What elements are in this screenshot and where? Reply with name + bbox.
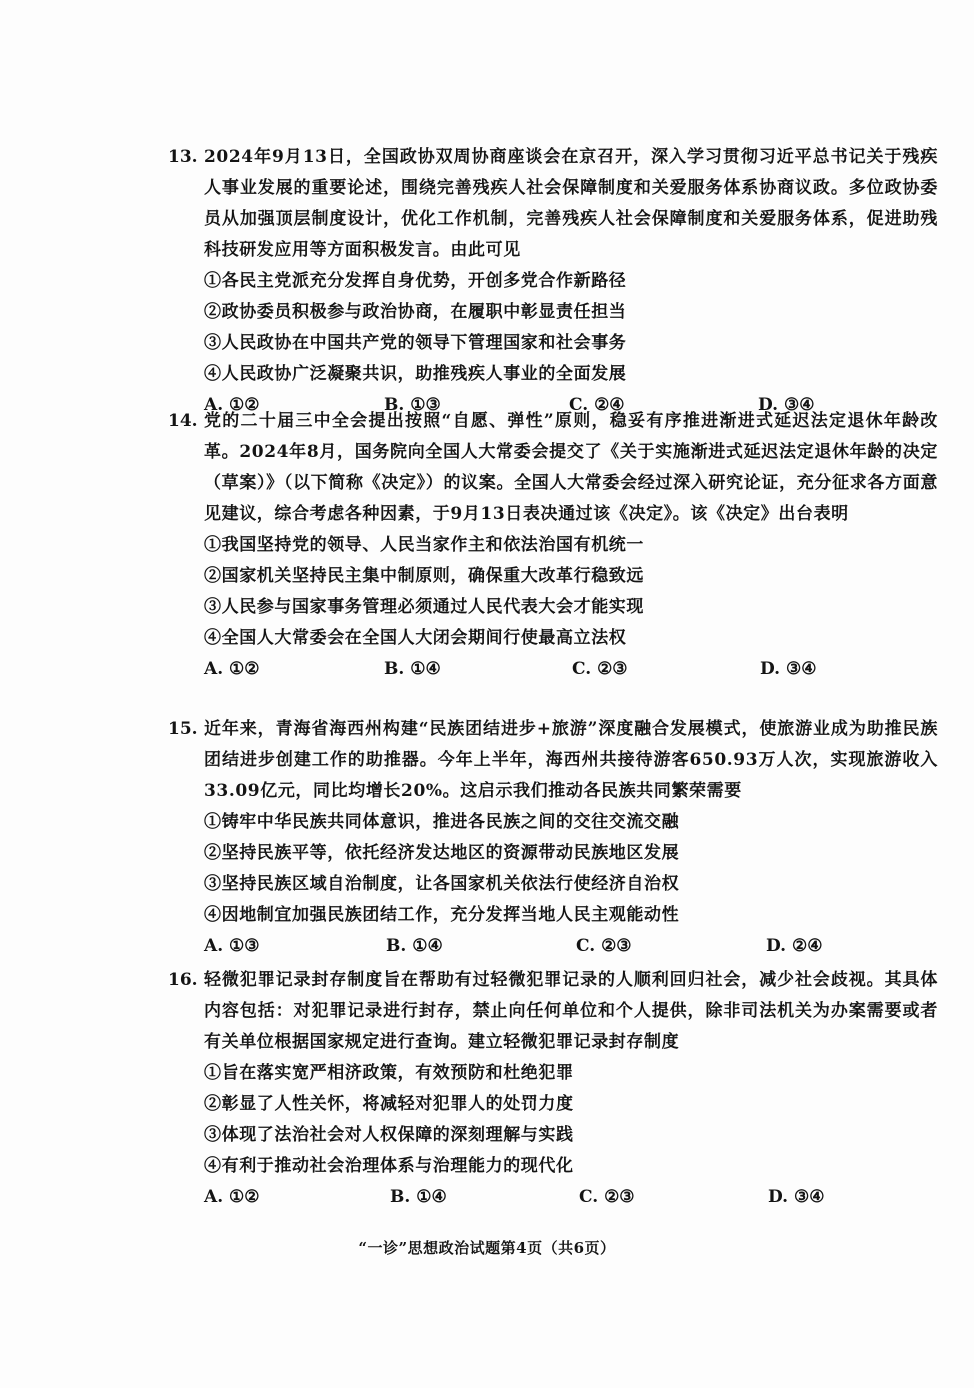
- choice-b[interactable]: B. ①④: [390, 1187, 447, 1207]
- statement-2: ②政协委员积极参与政治协商，在履职中彰显责任担当: [204, 302, 627, 322]
- question-16: [168, 965, 938, 1213]
- choice-d[interactable]: D. ③④: [760, 659, 817, 679]
- answer-choices: [204, 1182, 938, 1213]
- statement-3: ③体现了法治社会对人权保障的深刻理解与实践: [204, 1125, 574, 1145]
- choice-a[interactable]: A. ①②: [204, 1187, 260, 1207]
- answer-choices: [204, 654, 938, 685]
- choice-b[interactable]: B. ①③: [384, 395, 441, 415]
- statement-2: ②国家机关坚持民主集中制原则，确保重大改革行稳致远: [204, 566, 644, 586]
- statement-4: ④全国人大常委会在全国人大闭会期间行使最高立法权: [204, 628, 627, 648]
- statement-3: ③人民政协在中国共产党的领导下管理国家和社会事务: [204, 333, 627, 353]
- statement-1: ①铸牢中华民族共同体意识，推进各民族之间的交往交流交融: [204, 812, 680, 832]
- question-number: 15.: [168, 719, 198, 739]
- statement-1: ①旨在落实宽严相济政策，有效预防和杜绝犯罪: [204, 1063, 574, 1083]
- page-footer: “一诊”思想政治试题第4页（共6页）: [358, 1239, 616, 1257]
- question-stem: 2024年9月13日，全国政协双周协商座谈会在京召开，深入学习贯彻习近平总书记关于残疾人事业发展的重要论述，围绕完善残疾人社会保障制度和关爱服务体系协商议政。多位政协委员从加强顶层制度设计，优化工作机制，完善残疾人社会保障制度和关爱服务体系，促进助残科技研发应用等方面积极发言。由此可见: [204, 147, 938, 260]
- statement-4: ④人民政协广泛凝聚共识，助推残疾人事业的全面发展: [204, 364, 627, 384]
- choice-a[interactable]: A. ①③: [204, 936, 260, 956]
- question-stem: 近年来，青海省海西州构建“民族团结进步+旅游”深度融合发展模式，使旅游业成为助推民族团结进步创建工作的助推器。今年上半年，海西州共接待游客650.93万人次，实现旅游收入33.09亿元，同比均增长20%。这启示我们推动各民族共同繁荣需要: [204, 719, 938, 801]
- choice-c[interactable]: C. ②③: [572, 659, 628, 679]
- choice-c[interactable]: C. ②③: [576, 936, 632, 956]
- choice-b[interactable]: B. ①④: [384, 659, 441, 679]
- choice-a[interactable]: A. ①②: [204, 395, 260, 415]
- statement-1: ①各民主党派充分发挥自身优势，开创多党合作新路径: [204, 271, 627, 291]
- question-stem: 党的二十届三中全会提出按照“自愿、弹性”原则，稳妥有序推进渐进式延迟法定退休年龄改革。2024年8月，国务院向全国人大常委会提交了《关于实施渐进式延迟法定退休年龄的决定（草案）》（以下简称《决定》）的议案。全国人大常委会经过深入研究论证，充分征求各方面意见建议，综合考虑各种因素，于9月13日表决通过该《决定》。该《决定》出台表明: [204, 411, 938, 524]
- answer-choices: [204, 931, 938, 962]
- choice-b[interactable]: B. ①④: [386, 936, 443, 956]
- question-number: 13.: [168, 147, 198, 167]
- statement-1: ①我国坚持党的领导、人民当家作主和依法治国有机统一: [204, 535, 644, 555]
- statement-2: ②坚持民族平等，依托经济发达地区的资源带动民族地区发展: [204, 843, 680, 863]
- question-13: [168, 142, 938, 421]
- choice-d[interactable]: D. ③④: [758, 395, 815, 415]
- choice-c[interactable]: C. ②④: [569, 395, 625, 415]
- question-15: [168, 714, 938, 962]
- choice-d[interactable]: D. ③④: [768, 1187, 825, 1207]
- question-14: [168, 406, 938, 685]
- statement-3: ③坚持民族区域自治制度，让各国家机关依法行使经济自治权: [204, 874, 680, 894]
- question-number: 14.: [168, 411, 198, 431]
- statement-4: ④有利于推动社会治理体系与治理能力的现代化: [204, 1156, 574, 1176]
- statement-4: ④因地制宜加强民族团结工作，充分发挥当地人民主观能动性: [204, 905, 680, 925]
- question-stem: 轻微犯罪记录封存制度旨在帮助有过轻微犯罪记录的人顺利回归社会，减少社会歧视。其具体内容包括：对犯罪记录进行封存，禁止向任何单位和个人提供，除非司法机关为办案需要或者有关单位根据国家规定进行查询。建立轻微犯罪记录封存制度: [204, 970, 938, 1052]
- statement-2: ②彰显了人性关怀，将减轻对犯罪人的处罚力度: [204, 1094, 574, 1114]
- choice-c[interactable]: C. ②③: [579, 1187, 635, 1207]
- choice-a[interactable]: A. ①②: [204, 659, 260, 679]
- question-number: 16.: [168, 970, 198, 990]
- statement-3: ③人民参与国家事务管理必须通过人民代表大会才能实现: [204, 597, 644, 617]
- choice-d[interactable]: D. ②④: [766, 936, 823, 956]
